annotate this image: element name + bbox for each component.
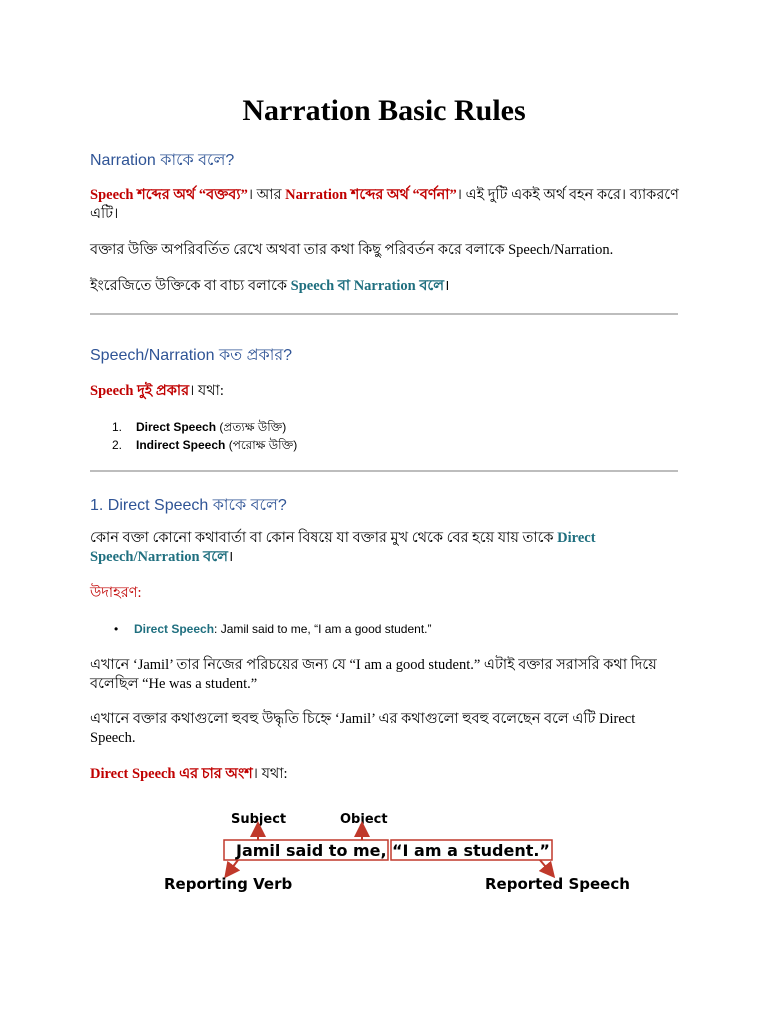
- list-item: [112, 436, 297, 454]
- parts-highlight: Direct Speech এর চার অংশ: [90, 766, 253, 782]
- subject-label: Subject: [231, 812, 287, 827]
- direct-definition-highlight: Direct Speech/Narration বলে: [90, 530, 596, 565]
- list-item-label: Direct Speech: [136, 420, 217, 434]
- paragraph-tail-text: । এই দুটি একই অর্থ বহন করে। ব্যাকরণে এটি।: [90, 187, 679, 222]
- direct-definition-lead: কোন বক্তা কোনো কথাবার্তা বা কোন বিষয়ে যা বক্তার মুখ থেকে বের হয়ে যায় তাকে: [90, 530, 558, 546]
- sentence-reporting-part: Jamil said to me,: [236, 841, 387, 860]
- direct-definition-end: ।: [227, 549, 234, 565]
- paragraph-direct-explanation: এখানে বক্তার কথাগুলো হুবহু উদ্ধৃতি চিহ্নে ‘Jamil’ এর কথাগুলো হুবহু বলেছেন বলে এটি Direct Speech.: [90, 711, 636, 746]
- paragraph-parts: [90, 765, 680, 784]
- example-bullet: [114, 622, 431, 636]
- section-divider: [90, 470, 678, 472]
- list-item-label: Indirect Speech: [136, 438, 226, 452]
- types-intro-tail: । যথা:: [189, 383, 224, 399]
- page-title: Narration Basic Rules: [242, 94, 526, 127]
- sentence-reported-part: “I am a student.”: [392, 841, 550, 860]
- reporting-verb-arrow: [229, 860, 238, 872]
- types-intro-highlight: Speech দুই প্রকার: [90, 383, 190, 399]
- list-item: [112, 418, 297, 436]
- bullet-label: Direct Speech: [134, 622, 215, 636]
- bullet-text: : Jamil said to me, “I am a good student.”: [214, 622, 432, 636]
- bullet-dot-icon: •: [114, 622, 119, 636]
- english-term-lead: ইংরেজিতে উক্তিকে বা বাচ্য বলাকে: [90, 278, 291, 294]
- section-divider: [90, 313, 678, 315]
- example-label: উদাহরণ:: [90, 585, 142, 601]
- section-heading-narration: Narration কাকে বলে?: [90, 152, 235, 169]
- paragraph-direct-definition: [90, 529, 680, 567]
- object-label: Object: [340, 812, 388, 827]
- reported-speech-label: Reported Speech: [485, 875, 630, 893]
- paragraph-types-intro: [90, 382, 680, 401]
- narration-meaning-text: Narration শব্দের অর্থ “বর্ণনা”: [285, 187, 457, 203]
- list-item-note: (প্রত্যক্ষ উক্তি): [216, 420, 287, 434]
- section-heading-types: Speech/Narration কত প্রকার?: [90, 347, 293, 364]
- list-number: 2.: [112, 438, 123, 452]
- parts-tail: । যথা:: [252, 766, 288, 782]
- paragraph-example-explanation: এখানে ‘Jamil’ তার নিজের পরিচয়ের জন্য যে “I am a good student.” এটাই বক্তার সরাসরি কথা দিয়ে বলেছিল “He was a student.”: [90, 657, 657, 692]
- reported-speech-arrow: [540, 860, 550, 872]
- paragraph-english-term: [90, 277, 680, 296]
- direct-speech-diagram: [130, 800, 630, 896]
- section-heading-direct-speech: 1. Direct Speech কাকে বলে?: [90, 497, 287, 514]
- english-term-end: ।: [444, 278, 450, 294]
- connector-text: । আর: [247, 187, 286, 203]
- reporting-verb-label: Reporting Verb: [164, 875, 293, 893]
- paragraph-definition: বক্তার উক্তি অপরিবর্তিত রেখে অথবা তার কথা কিছু পরিবর্তন করে বলাকে Speech/Narration.: [90, 242, 614, 258]
- list-item-note: (পরোক্ষ উক্তি): [225, 438, 298, 452]
- speech-meaning-text: Speech শব্দের অর্থ “বক্তব্য”: [90, 187, 248, 203]
- list-number: 1.: [112, 420, 123, 434]
- paragraph-speech-meaning: [90, 186, 680, 224]
- speech-types-list: [112, 418, 297, 454]
- english-term-highlight: Speech বা Narration বলে: [290, 278, 445, 294]
